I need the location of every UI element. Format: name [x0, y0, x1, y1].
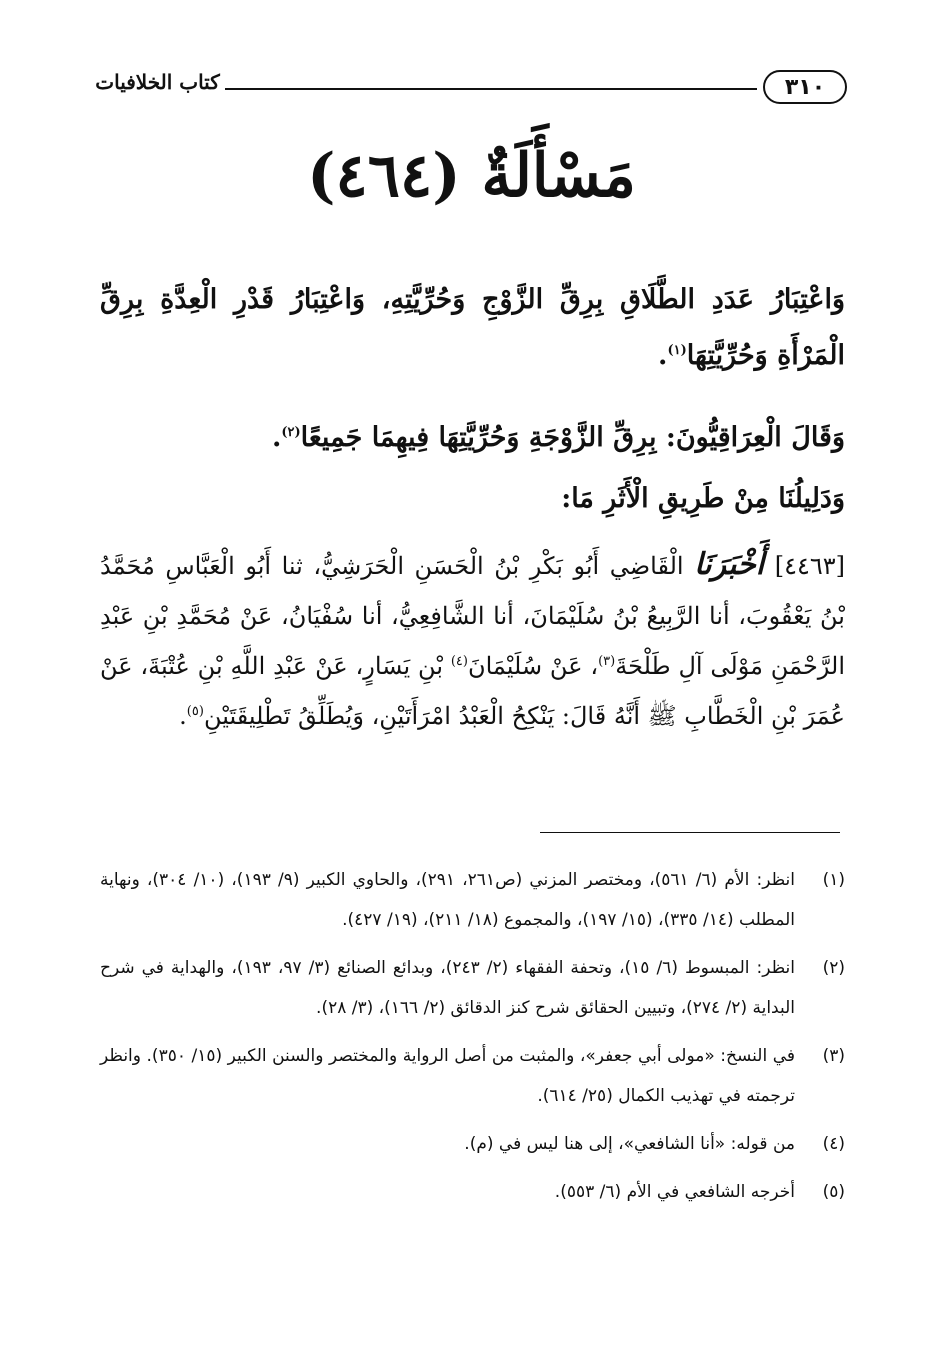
issue-statement — [100, 272, 845, 384]
footnote-number: (٢) — [822, 958, 845, 978]
footnote — [100, 948, 845, 1028]
footnote-text: أخرجه الشافعي في الأم (٦/ ٥٥٣). — [554, 1182, 795, 1202]
footnote-text: انظر: المبسوط (٦/ ١٥)، وتحفة الفقهاء (٢/ ٢٤٣)، وبدائع الصنائع (٣/ ٩٧، ١٩٣)، والهداية في شرح البداية (٢/ ٢٧٤)، وتبيين الحقائق شرح كنز الدقائق (٢/ ١٦٦)، (٣/ ٢٨). — [100, 958, 795, 1018]
footnote-text: من قوله: «أنا الشافعي»، إلى هنا ليس في (م). — [464, 1134, 795, 1154]
footnote — [100, 1124, 845, 1164]
footnote — [100, 1172, 845, 1212]
narration-chain-1: الْقَاضِي أَبُو بَكْرِ بْنُ الْحَسَنِ الْحَرَشِيُّ، ثنا أَبُو الْعَبَّاسِ مُحَمَّدُ بْنُ يَعْقُوبَ، أنا الرَّبِيعُ بْنُ سُلَيْمَانَ، أنا الشَّافِعِيُّ، أنا سُفْيَانُ، عَنْ مُحَمَّدِ بْنِ عَبْدِ الرَّحْمَنِ مَوْلَى آلِ طَلْحَةَ — [100, 552, 846, 680]
footnote-ref-4: (٤) — [450, 654, 468, 669]
page-header — [95, 70, 847, 110]
issue-end: . — [658, 340, 668, 371]
footnote-number: (٥) — [822, 1182, 845, 1202]
narration — [100, 540, 845, 741]
footnote-number: (٣) — [822, 1046, 845, 1066]
narration-chain-3: بْنِ يَسَارٍ، عَنْ عَبْدِ اللَّهِ بْنِ عُتْبَةَ، عَنْ عُمَرَ بْنِ الْخَطَّابِ ﷺ أَنَّهُ قَالَ: يَنْكِحُ الْعَبْدُ امْرَأَتَيْنِ، وَيُطَلِّقُ تَطْلِيقَتَيْنِ — [100, 652, 845, 730]
narration-chain-2: ، عَنْ سُلَيْمَانَ — [467, 652, 599, 680]
footnote-ref-2: (٢) — [281, 425, 301, 440]
footnote-ref-3: (٣) — [598, 654, 616, 669]
footnotes — [100, 860, 845, 1220]
footnote-separator — [540, 832, 840, 833]
iraqi-view — [100, 418, 845, 458]
footnote-ref-5: (٥) — [186, 704, 204, 719]
page-number: ٣١٠ — [763, 70, 847, 104]
footnote — [100, 860, 845, 940]
narration-number: [٤٤٦٣] — [774, 552, 845, 580]
issue-title: مَسْأَلَةٌ (٤٦٤) — [307, 141, 636, 211]
iraqi-text: وَقَالَ الْعِرَاقِيُّونَ: بِرِقِّ الزَّوْجَةِ وَحُرِّيَّتِهَا فِيهِمَا جَمِيعًا — [300, 422, 845, 453]
footnote-number: (١) — [822, 870, 845, 890]
issue-text: وَاعْتِبَارُ عَدَدِ الطَّلَاقِ بِرِقِّ الزَّوْجِ وَحُرِّيَّتِهِ، وَاعْتِبَارُ قَدْرِ الْعِدَّةِ بِرِقِّ الْمَرْأَةِ وَحُرِّيَّتِهَا — [100, 284, 845, 371]
evidence-intro: وَدَلِيلُنَا مِنْ طَرِيقِ الْأَثَرِ مَا: — [561, 483, 845, 514]
footnote-text: في النسخ: «مولى أبي جعفر»، والمثبت من أصل الرواية والمختصر والسنن الكبير (١٥/ ٣٥٠). وانظر ترجمته في تهذيب الكمال (٢٥/ ٦١٤). — [100, 1046, 795, 1106]
narration-end: . — [179, 702, 187, 730]
header-rule — [225, 88, 757, 90]
narration-akhbarana: أَخْبَرَنَا — [694, 547, 765, 582]
footnote — [100, 1036, 845, 1116]
footnote-text: انظر: الأم (٦/ ٥٦١)، ومختصر المزني (ص٢٦١، ٢٩١)، والحاوي الكبير (٩/ ١٩٣)، (١٠/ ٣٠٤)، ونهاية المطلب (١٤/ ٣٣٥)، (١٥/ ١٩٧)، والمجموع (١٨/ ٢١١)، (١٩/ ٤٢٧). — [100, 870, 795, 930]
footnote-number: (٤) — [822, 1134, 845, 1154]
iraqi-end: . — [271, 422, 282, 453]
footnote-ref-1: (١) — [667, 343, 687, 358]
book-title: كتاب الخلافيات — [95, 70, 220, 94]
